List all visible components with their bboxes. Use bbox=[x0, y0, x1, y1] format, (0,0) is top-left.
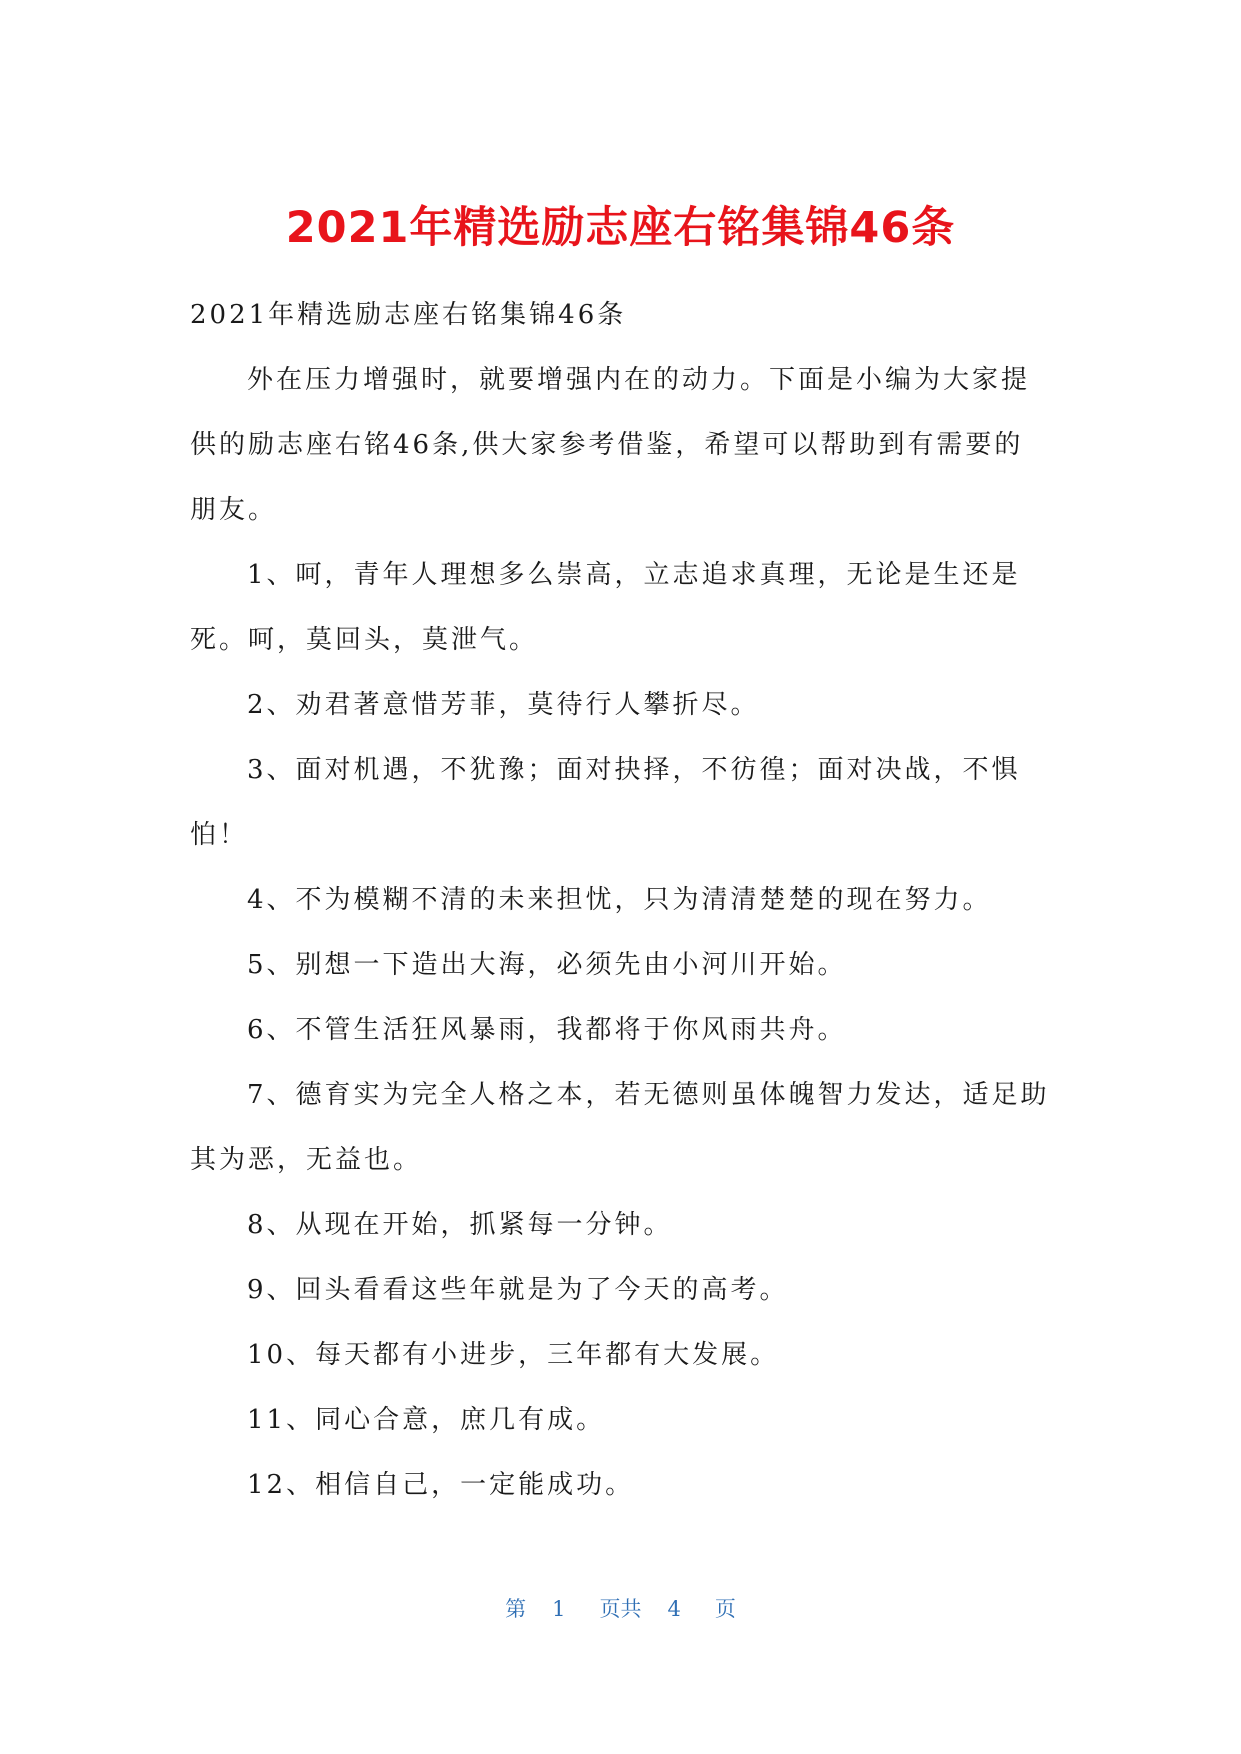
footer-page-number: 1 bbox=[552, 1597, 566, 1621]
list-item: 7、德育实为完全人格之本，若无德则虽体魄智力发达，适足助其为恶，无益也。 bbox=[190, 1080, 1050, 1175]
document-subtitle: 2021年精选励志座右铭集锦46条 bbox=[190, 300, 627, 330]
list-item: 8、从现在开始，抓紧每一分钟。 bbox=[247, 1210, 673, 1240]
document-body bbox=[190, 283, 1052, 1518]
list-item: 9、回头看看这些年就是为了今天的高考。 bbox=[247, 1275, 789, 1305]
list-item: 2、劝君著意惜芳菲，莫待行人攀折尽。 bbox=[247, 690, 760, 720]
list-item: 11、同心合意，庶几有成。 bbox=[247, 1405, 606, 1435]
list-item: 1、呵，青年人理想多么崇高，立志追求真理，无论是生还是死。呵，莫回头，莫泄气。 bbox=[190, 560, 1021, 655]
list-item: 5、别想一下造出大海，必须先由小河川开始。 bbox=[247, 950, 847, 980]
list-item: 4、不为模糊不清的未来担忧，只为清清楚楚的现在努力。 bbox=[247, 885, 992, 915]
footer-page-prefix: 第 bbox=[505, 1597, 527, 1621]
list-item: 10、每天都有小进步，三年都有大发展。 bbox=[247, 1340, 780, 1370]
footer-page-middle: 页共 bbox=[599, 1597, 642, 1621]
footer-total-pages: 4 bbox=[667, 1597, 681, 1621]
intro-paragraph: 外在压力增强时，就要增强内在的动力。下面是小编为大家提供的励志座右铭46条,供大家参考借鉴，希望可以帮助到有需要的朋友。 bbox=[190, 365, 1031, 525]
footer-page-suffix: 页 bbox=[714, 1597, 736, 1621]
list-item: 6、不管生活狂风暴雨，我都将于你风雨共舟。 bbox=[247, 1015, 847, 1045]
page-footer bbox=[0, 1594, 1241, 1624]
document-title: 2021年精选励志座右铭集锦46条 bbox=[285, 203, 956, 253]
list-item: 3、面对机遇，不犹豫；面对抉择，不彷徨；面对决战，不惧怕！ bbox=[190, 755, 1021, 850]
list-item: 12、相信自己，一定能成功。 bbox=[247, 1470, 635, 1500]
